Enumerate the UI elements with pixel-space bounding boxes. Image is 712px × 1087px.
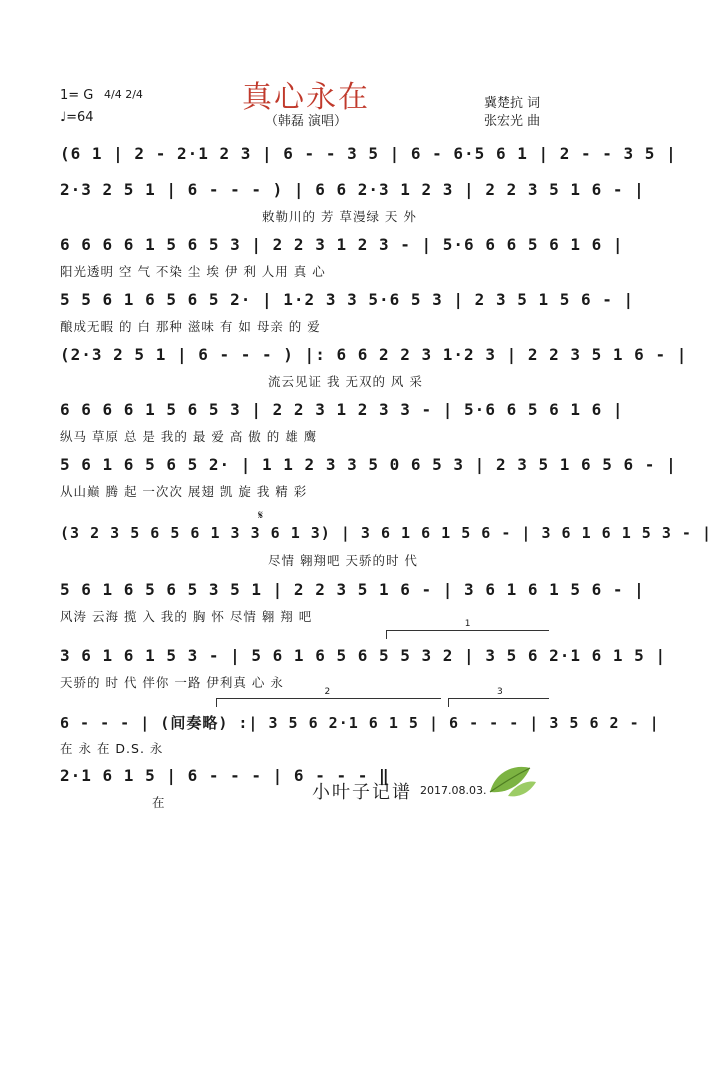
notation-row-6: 6 6 6 6 1 5 6 5 3 | 2 2 3 1 2 3 3 - | 5·6 6 5 6 1 6 | [60, 400, 624, 419]
notation-row-3: 6 6 6 6 1 5 6 5 3 | 2 2 3 1 2 3 - | 5·6 6 6 5 6 1 6 | [60, 235, 624, 254]
lyrics-row-8: 尽情 翱翔吧 天骄的时 代 [268, 553, 418, 568]
transcriber-signature: 小叶子记谱 [312, 782, 412, 803]
lyrics-row-10: 天骄的 时 代 伴你 一路 伊利真 心 永 [60, 675, 284, 690]
lyrics-row-3: 阳光透明 空 气 不染 尘 埃 伊 利 人用 真 心 [60, 264, 326, 279]
lyrics-row-2: 敕勒川的 芳 草漫绿 天 外 [262, 209, 417, 224]
notation-row-1: (6 1 | 2 - 2·1 2 3 | 6 - - 3 5 | 6 - 6·5 6 1 | 2 - - 3 5 | [60, 144, 677, 163]
lyrics-row-6: 纵马 草原 总 是 我的 最 爱 高 傲 的 雄 鹰 [60, 429, 318, 444]
key-signature: 1= G [60, 88, 94, 103]
lyrics-row-9: 风涛 云海 揽 入 我的 胸 怀 尽情 翱 翔 吧 [60, 609, 313, 624]
tempo-mark: ♩=64 [60, 110, 94, 125]
leaf-icon [486, 762, 538, 800]
notation-row-9: 5 6 1 6 5 6 5 3 5 1 | 2 2 3 5 1 6 - | 3 6 1 6 1 5 6 - | [60, 580, 645, 599]
volta-bracket-3: 3 [448, 698, 549, 707]
lyrics-row-5: 流云见证 我 无双的 风 采 [268, 374, 423, 389]
segno-mark: 𝄋 [258, 508, 264, 522]
notation-row-8: (3 2 3 5 6 5 6 1 3 3 6 1 3) | 3 6 1 6 1 5 6 - | 3 6 1 6 1 5 3 - | [60, 524, 712, 542]
performer-note: （韩磊 演唱） [264, 114, 348, 129]
notation-row-12: 2·1 6 1 5 | 6 - - - | 6 - - - ‖ [60, 766, 390, 785]
time-signature: 4/4 2/4 [104, 88, 143, 101]
lyricist-credit: 冀楚抗 词 [484, 96, 541, 111]
notation-row-7: 5 6 1 6 5 6 5 2· | 1 1 2 3 3 5 0 6 5 3 | 2 3 5 1 6 5 6 - | [60, 455, 677, 474]
lyrics-row-12: 在 [152, 795, 166, 810]
lyrics-row-4: 酿成无暇 的 白 那种 滋味 有 如 母亲 的 爱 [60, 319, 321, 334]
notation-row-5: (2·3 2 5 1 | 6 - - - ) |: 6 6 2 2 3 1·2 3 | 2 2 3 5 1 6 - | [60, 345, 688, 364]
notation-row-4: 5 5 6 1 6 5 6 5 2· | 1·2 3 3 5·6 5 3 | 2 3 5 1 5 6 - | [60, 290, 635, 309]
notation-row-11: 6 - - - | (间奏略) :| 3 5 6 2·1 6 1 5 | 6 - - - | 3 5 6 2 - | [60, 714, 660, 732]
transcription-date: 2017.08.03. [420, 784, 487, 797]
volta-bracket-1: 1 [386, 630, 549, 639]
volta-bracket-2: 2 [216, 698, 441, 707]
notation-row-10: 3 6 1 6 1 5 3 - | 5 6 1 6 5 6 5 5 3 2 | 3 5 6 2·1 6 1 5 | [60, 646, 667, 665]
lyrics-row-11: 在 永 在 D.S. 永 [60, 741, 164, 756]
lyrics-row-7: 从山巅 腾 起 一次次 展翅 凯 旋 我 精 彩 [60, 484, 308, 499]
song-title: 真心永在 [242, 80, 370, 115]
notation-row-2: 2·3 2 5 1 | 6 - - - ) | 6 6 2·3 1 2 3 | 2 2 3 5 1 6 - | [60, 180, 645, 199]
composer-credit: 张宏光 曲 [484, 114, 541, 129]
